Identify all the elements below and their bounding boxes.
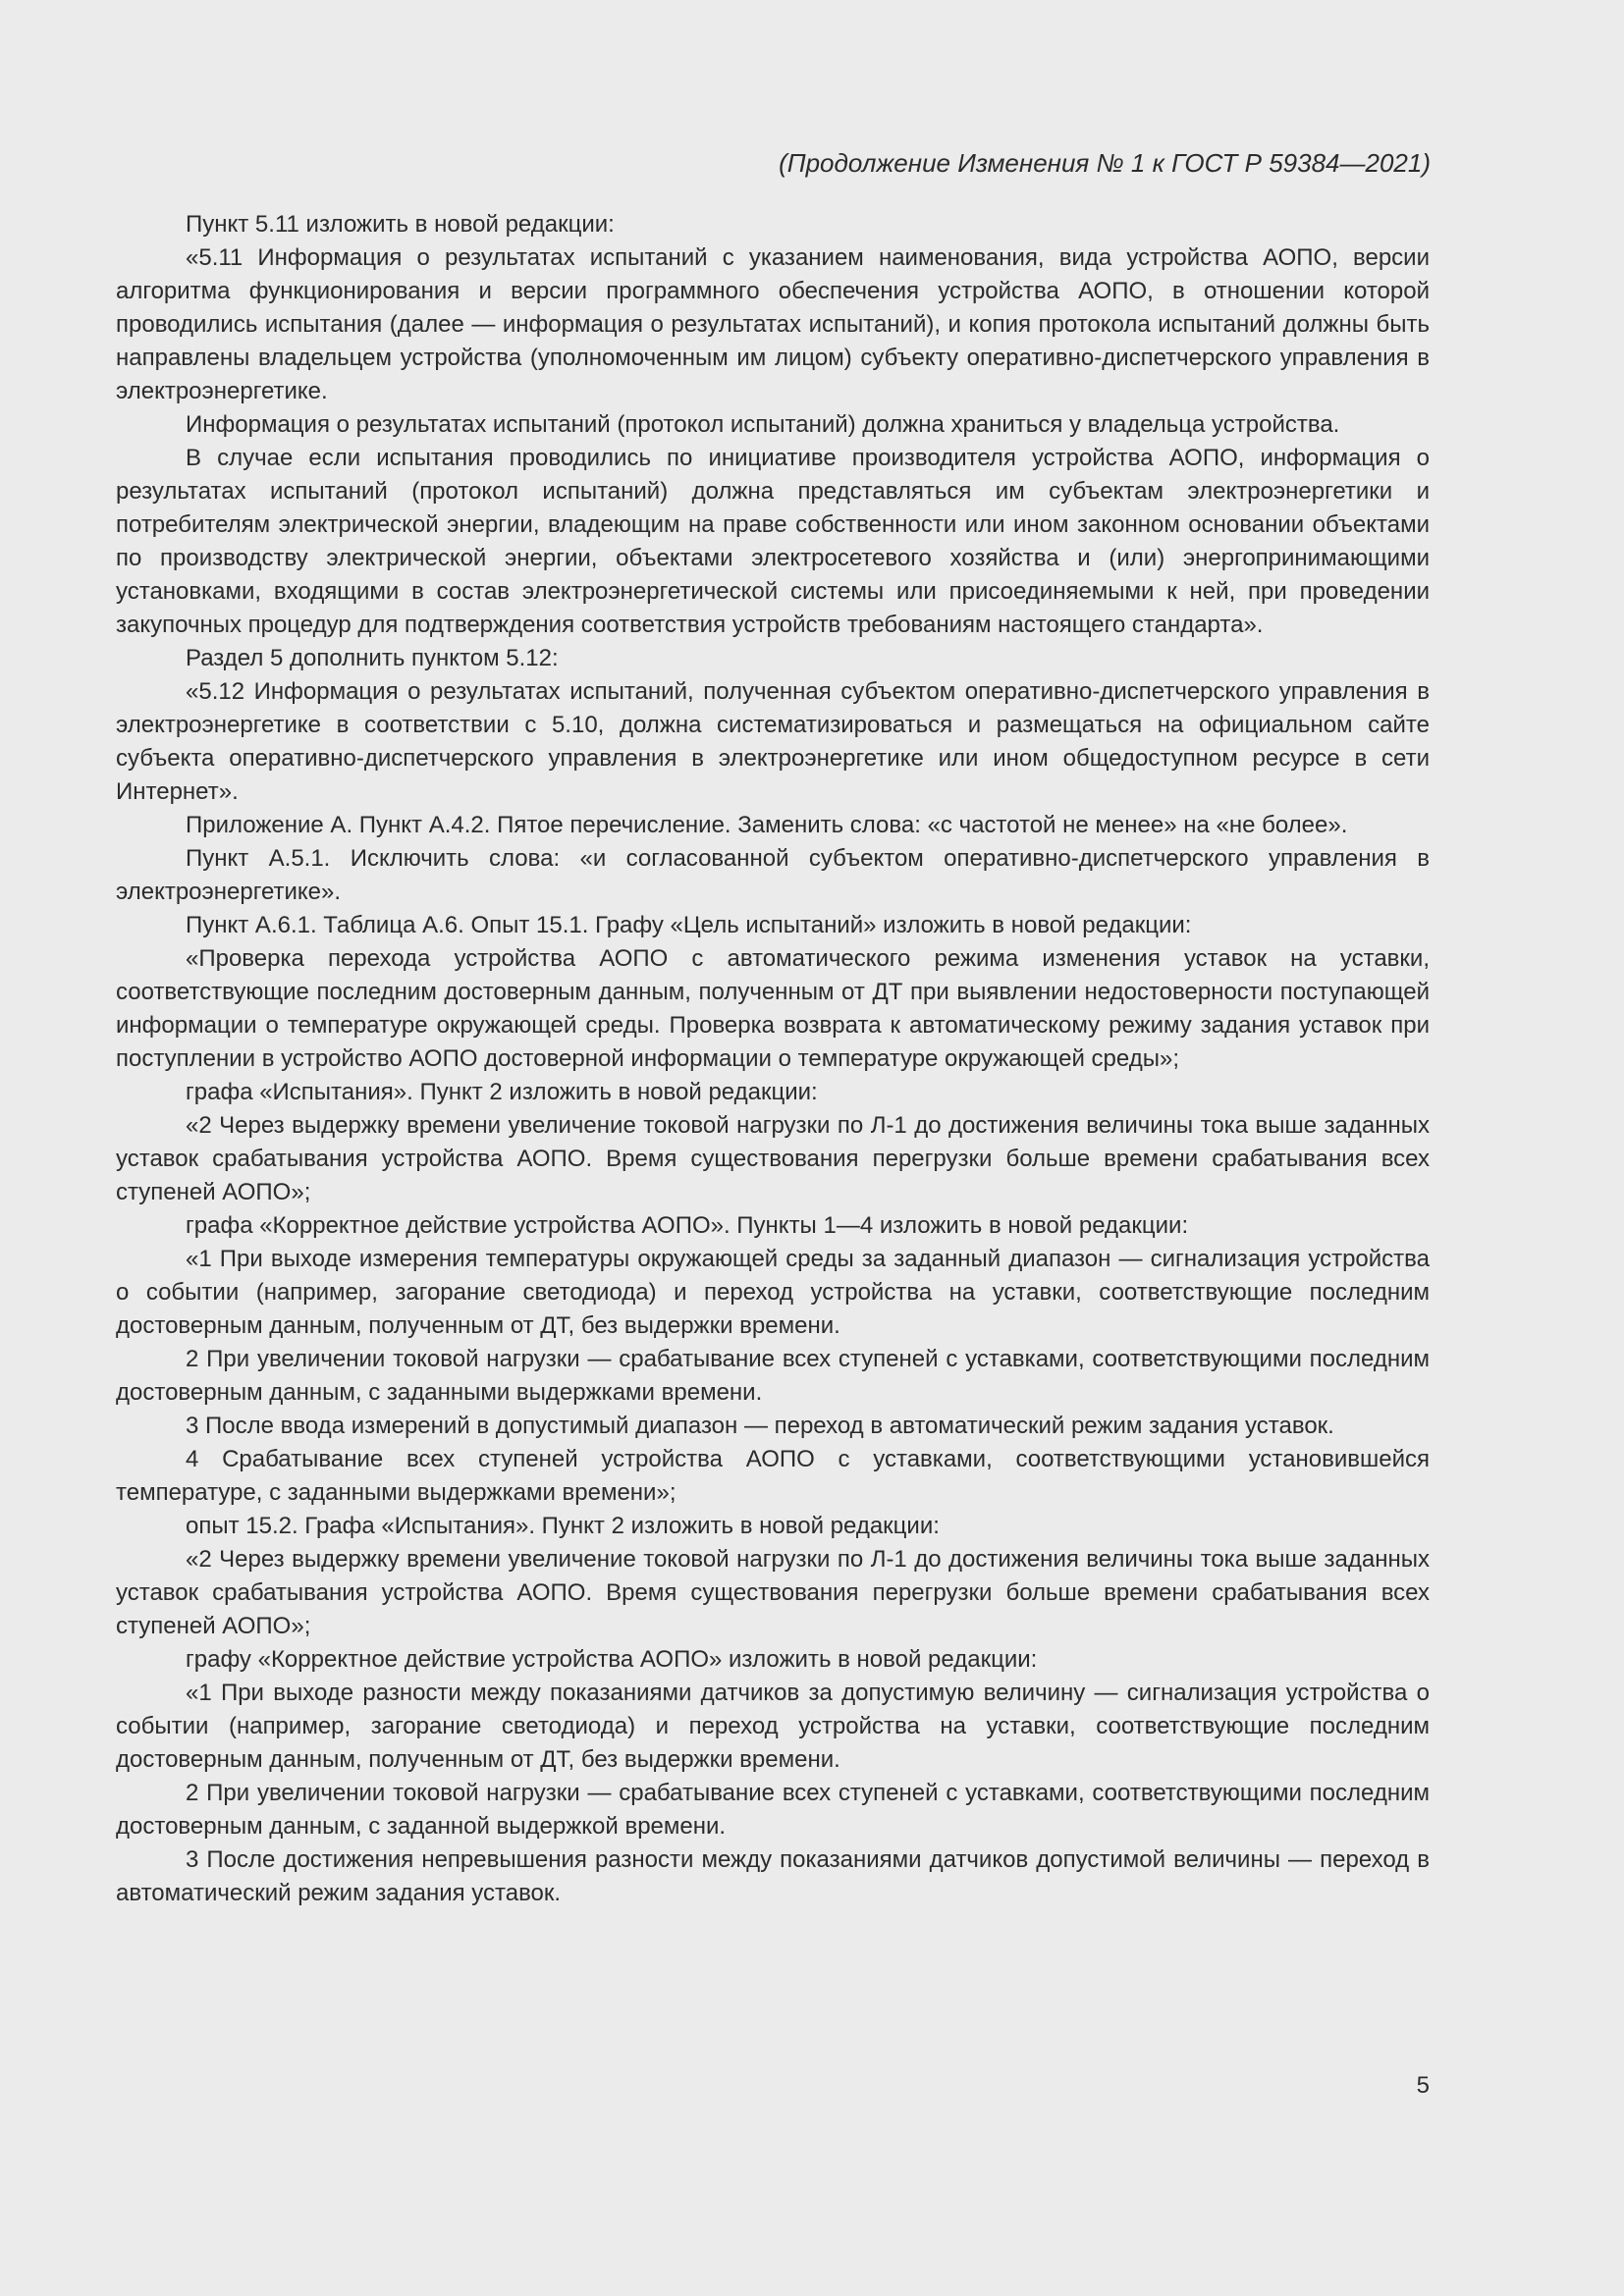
paragraph: «5.11 Информация о результатах испытаний с указанием наименования, вида устройства АОПО, версии алгоритма функционирования и версии программного обеспечения устройства АОПО, в отношении которой проводились испытания (далее — информация о результатах испытаний), и копия протокола испытаний должны быть направлены владельцем устройства (уполномоченным им лицом) субъекту оперативно-диспетчерского управления в электроэнергетике. bbox=[116, 244, 1430, 404]
document-body bbox=[116, 208, 1430, 1910]
paragraph: «5.12 Информация о результатах испытаний, полученная субъектом оперативно-диспетчерского управления в электроэнергетике в соответствии с 5.10, должна систематизироваться и размещаться на официальном сайте субъекта оперативно-диспетчерского управления в электроэнергетике или ином общедоступном ресурсе в сети Интернет». bbox=[116, 678, 1430, 805]
paragraph: 3 После достижения непревышения разности между показаниями датчиков допустимой величины — переход в автоматический режим задания уставок. bbox=[116, 1846, 1430, 1906]
paragraph: 2 При увеличении токовой нагрузки — срабатывание всех ступеней с уставками, соответствующими последним достоверным данным, с заданной выдержкой времени. bbox=[116, 1780, 1430, 1840]
paragraph: графа «Испытания». Пункт 2 изложить в новой редакции: bbox=[186, 1079, 818, 1105]
paragraph: Пункт А.6.1. Таблица А.6. Опыт 15.1. Графу «Цель испытаний» изложить в новой редакции: bbox=[186, 912, 1192, 938]
paragraph: Пункт 5.11 изложить в новой редакции: bbox=[186, 211, 615, 238]
paragraph: 2 При увеличении токовой нагрузки — срабатывание всех ступеней с уставками, соответствующими последним достоверным данным, с заданными выдержками времени. bbox=[116, 1346, 1430, 1406]
paragraph: Приложение А. Пункт А.4.2. Пятое перечисление. Заменить слова: «с частотой не менее» на «не более». bbox=[186, 812, 1348, 838]
paragraph: Раздел 5 дополнить пунктом 5.12: bbox=[186, 645, 559, 671]
running-header: (Продолжение Изменения № 1 к ГОСТ Р 59384—2021) bbox=[779, 148, 1431, 178]
paragraph: 4 Срабатывание всех ступеней устройства АОПО с уставками, соответствующими установившейся температуре, с заданными выдержками времени»; bbox=[116, 1446, 1430, 1506]
paragraph: Информация о результатах испытаний (протокол испытаний) должна храниться у владельца устройства. bbox=[186, 411, 1340, 438]
paragraph: «Проверка перехода устройства АОПО с автоматического режима изменения уставок на уставки, соответствующие последним достоверным данным, полученным от ДТ при выявлении недостоверности поступающей информации о температуре окружающей среды. Проверка возврата к автоматическому режиму задания уставок при поступлении в устройство АОПО достоверной информации о температуре окружающей среды»; bbox=[116, 945, 1430, 1072]
paragraph: 3 После ввода измерений в допустимый диапазон — переход в автоматический режим задания уставок. bbox=[186, 1413, 1334, 1439]
paragraph: «2 Через выдержку времени увеличение токовой нагрузки по Л-1 до достижения величины тока выше заданных уставок срабатывания устройства АОПО. Время существования перегрузки больше времени срабатывания всех ступеней АОПО»; bbox=[116, 1546, 1430, 1639]
paragraph: графу «Корректное действие устройства АОПО» изложить в новой редакции: bbox=[186, 1646, 1038, 1673]
paragraph: графа «Корректное действие устройства АОПО». Пункты 1—4 изложить в новой редакции: bbox=[186, 1212, 1189, 1239]
paragraph: Пункт А.5.1. Исключить слова: «и согласованной субъектом оперативно-диспетчерского управления в электроэнергетике». bbox=[116, 845, 1430, 905]
page-number: 5 bbox=[1416, 2072, 1430, 2099]
paragraph: «2 Через выдержку времени увеличение токовой нагрузки по Л-1 до достижения величины тока выше заданных уставок срабатывания устройства АОПО. Время существования перегрузки больше времени срабатывания всех ступеней АОПО»; bbox=[116, 1112, 1430, 1205]
paragraph: «1 При выходе измерения температуры окружающей среды за заданный диапазон — сигнализация устройства о событии (например, загорание светодиода) и переход устройства на уставки, соответствующие последним достоверным данным, полученным от ДТ, без выдержки времени. bbox=[116, 1246, 1430, 1339]
paragraph: опыт 15.2. Графа «Испытания». Пункт 2 изложить в новой редакции: bbox=[186, 1513, 940, 1539]
paragraph: «1 При выходе разности между показаниями датчиков за допустимую величину — сигнализация устройства о событии (например, загорание светодиода) и переход устройства на уставки, соответствующие последним достоверным данным, полученным от ДТ, без выдержки времени. bbox=[116, 1680, 1430, 1773]
paragraph: В случае если испытания проводились по инициативе производителя устройства АОПО, информация о результатах испытаний (протокол испытаний) должна представляться им субъектам электроэнергетики и потребителям электрической энергии, владеющим на праве собственности или ином законном основании объектами по производству электрической энергии, объектами электросетевого хозяйства и (или) энергопринимающими установками, входящими в состав электроэнергетической системы или присоединяемыми к ней, при проведении закупочных процедур для подтверждения соответствия устройств требованиям настоящего стандарта». bbox=[116, 445, 1430, 638]
